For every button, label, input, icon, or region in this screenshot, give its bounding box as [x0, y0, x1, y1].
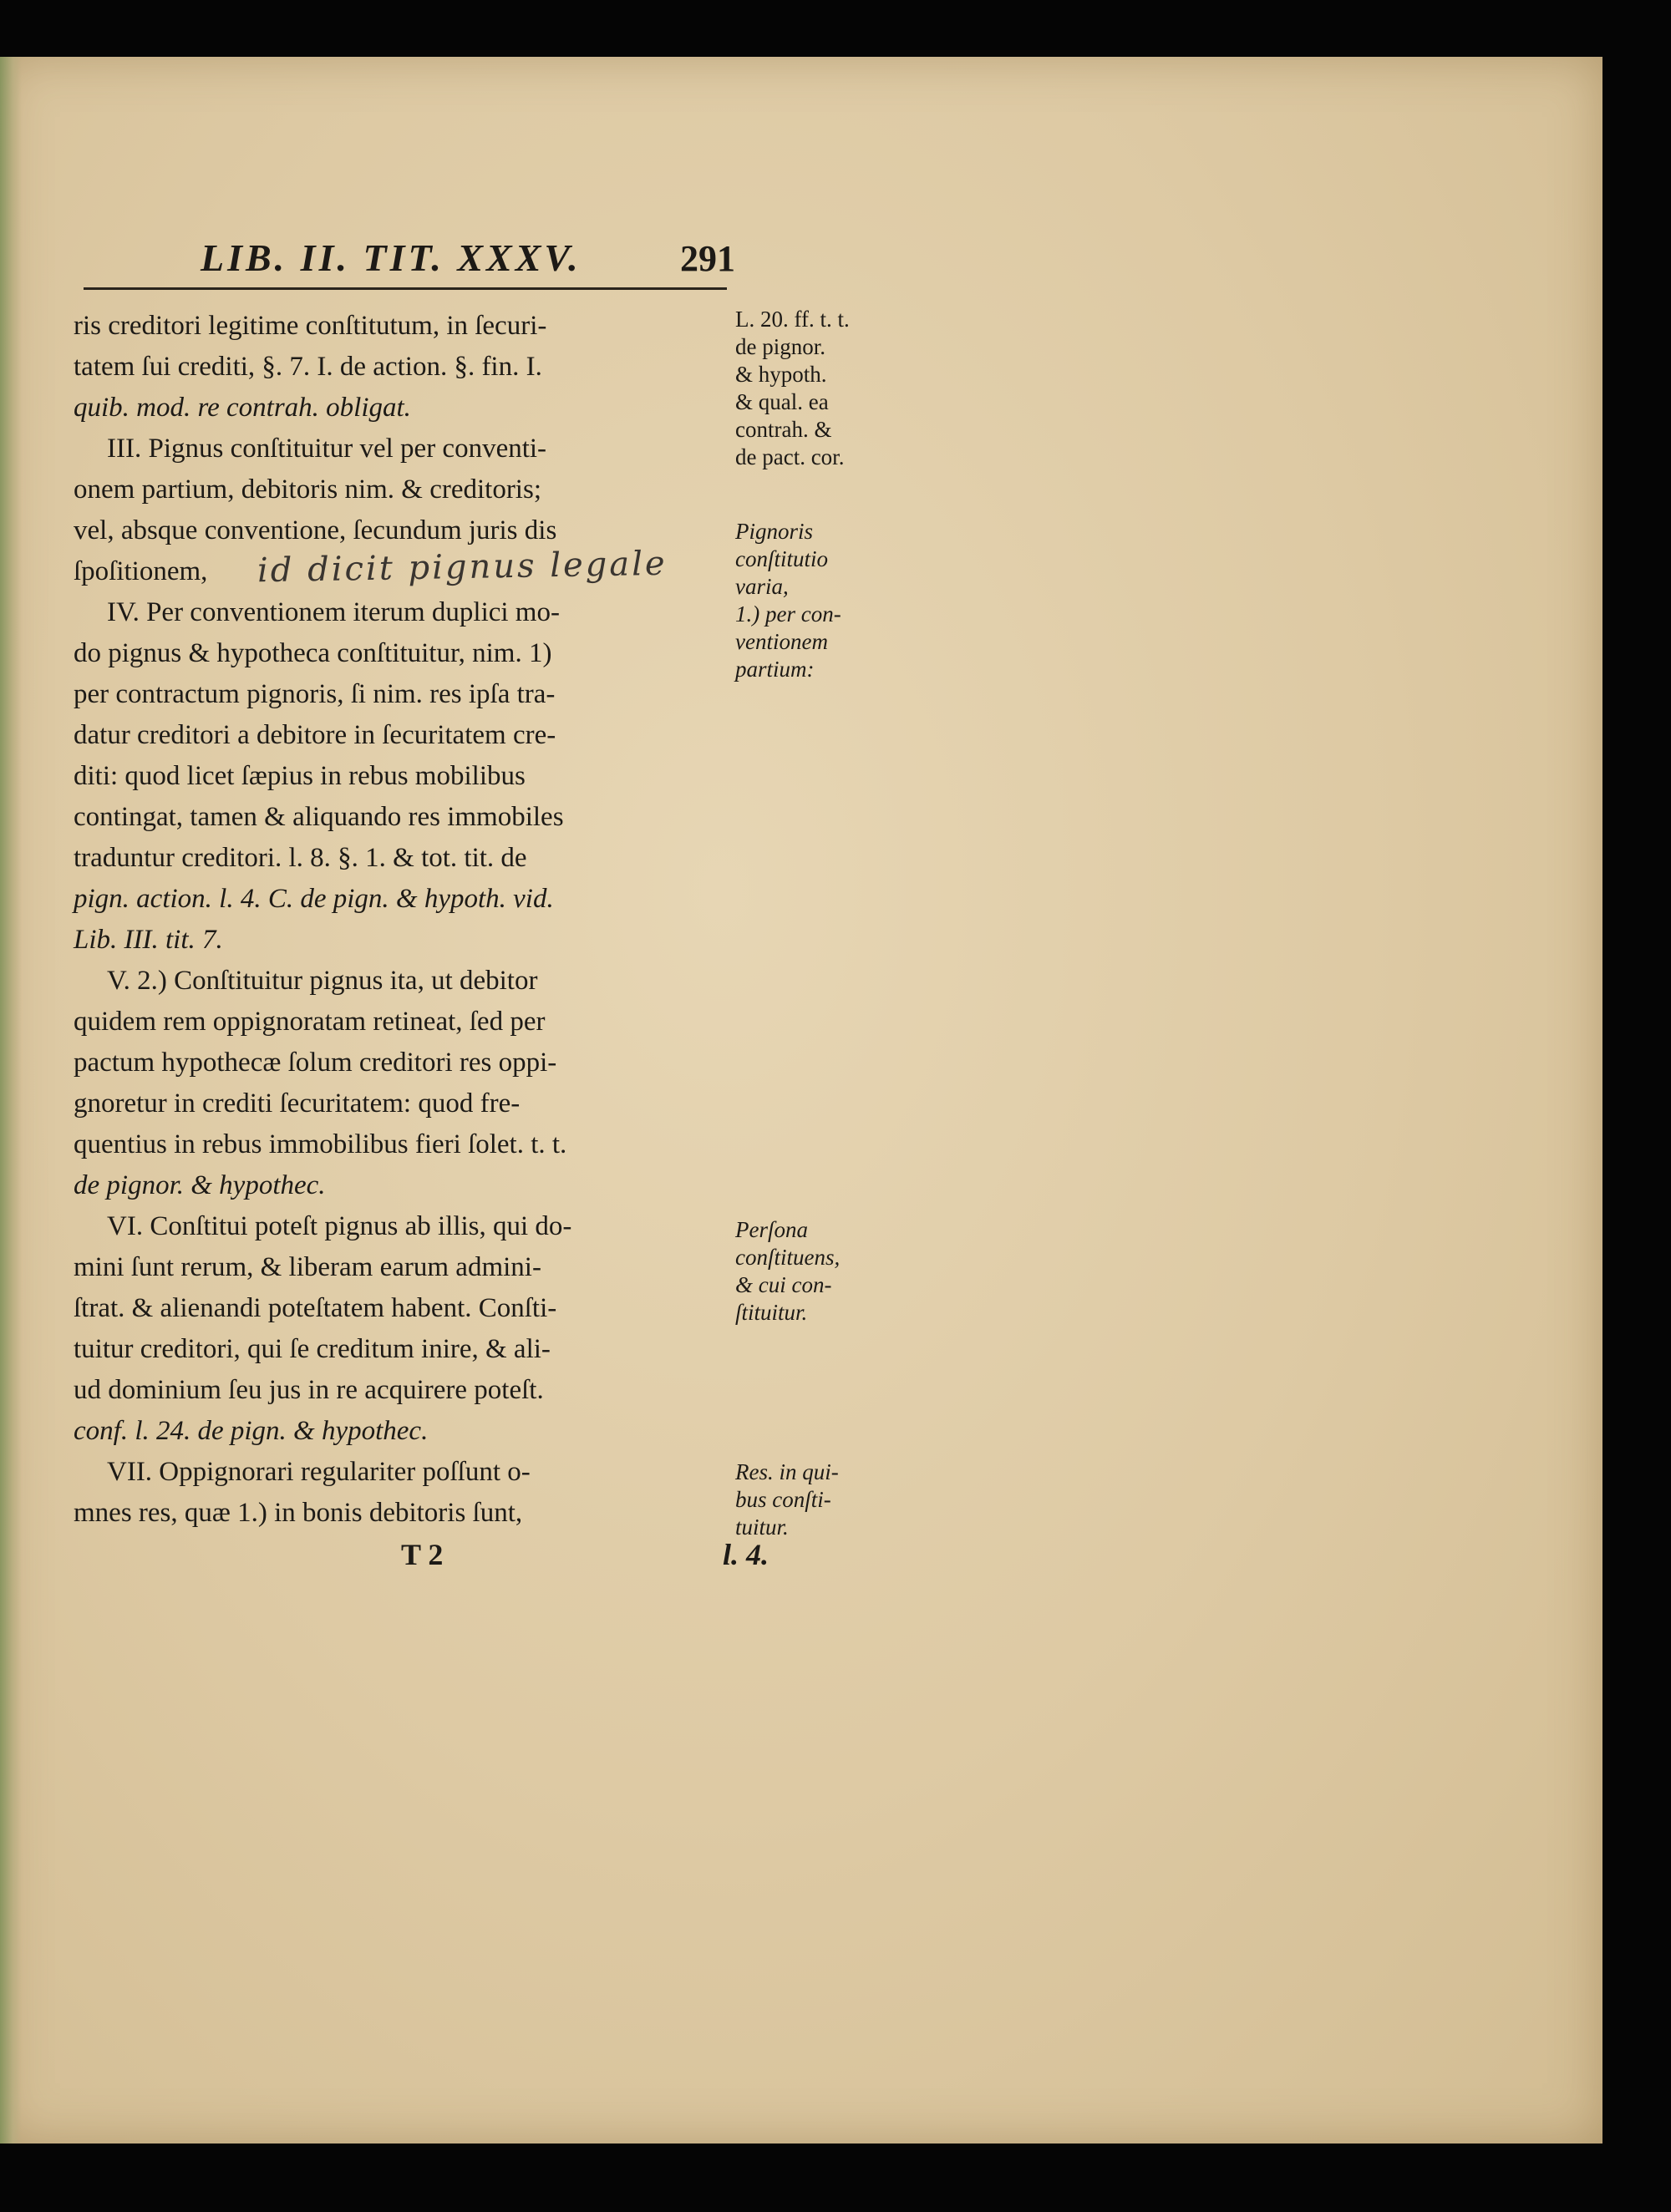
page-number: 291 [680, 238, 735, 279]
margin-note-citation [735, 306, 927, 471]
paragraph-iii-start: III. Pignus conſtituitur vel per conventi- [107, 434, 547, 464]
body-line: vel, absque conventione, ſecundum juris dis [74, 515, 557, 545]
margin-note-line: & qual. ea [735, 389, 829, 414]
body-line: tuitur creditori, qui ſe creditum inire, & ali- [74, 1334, 551, 1364]
body-line: per contractum pignoris, ſi nim. res ipſa tra- [74, 679, 556, 709]
body-line: quib. mod. re contrah. obligat. [74, 393, 411, 423]
body-line: datur creditori a debitore in ſecuritatem cre- [74, 720, 556, 750]
page-left-edge [0, 57, 22, 2144]
margin-note-line: contrah. & [735, 417, 832, 442]
margin-note-line: tuitur. [735, 1514, 789, 1540]
margin-note-line: ſtituitur. [735, 1300, 808, 1325]
margin-note-line: de pact. cor. [735, 444, 845, 469]
margin-note-line: de pignor. [735, 334, 825, 359]
margin-note-line: Pignoris [735, 519, 814, 544]
body-line: onem partium, debitoris nim. & creditoris; [74, 474, 541, 505]
margin-note-line: partium: [735, 657, 815, 682]
body-line: pactum hypothecæ ſolum creditori res oppi- [74, 1048, 557, 1078]
handwritten-annotation: id dicit pignus legale [256, 544, 668, 591]
body-line: quidem rem oppignoratam retineat, ſed per [74, 1007, 546, 1037]
signature-mark: T 2 [401, 1538, 444, 1571]
paragraph-vii-start: VII. Oppignorari regulariter poſſunt o- [107, 1457, 531, 1487]
body-line: ſtrat. & alienandi poteſtatem habent. Conſti- [74, 1293, 557, 1323]
paragraph-v-start: V. 2.) Conſtituitur pignus ita, ut debitor [107, 966, 538, 996]
margin-note-res [735, 1459, 927, 1541]
body-line: Lib. III. tit. 7. [74, 925, 223, 955]
running-head-title: LIB. II. TIT. XXXV. [201, 236, 582, 279]
margin-note-persona [735, 1216, 927, 1327]
body-line: mini ſunt rerum, & liberam earum admini- [74, 1252, 541, 1282]
margin-note-line: 1.) per con- [735, 601, 841, 627]
margin-note-line: ventionem [735, 629, 828, 654]
margin-note-line: L. 20. ff. t. t. [735, 307, 850, 332]
paragraph-vi-start: VI. Conſtitui poteſt pignus ab illis, qui do- [107, 1211, 572, 1241]
body-line: mnes res, quæ 1.) in bonis debitoris ſunt, [74, 1498, 523, 1528]
body-line: gnoretur in crediti ſecuritatem: quod fre- [74, 1088, 521, 1119]
margin-note-line: & cui con- [735, 1272, 832, 1297]
running-head [201, 236, 735, 286]
body-text [74, 306, 742, 1534]
catchword: l. 4. [722, 1538, 769, 1571]
margin-note-line: Perſona [735, 1217, 808, 1242]
body-line: do pignus & hypotheca conſtituitur, nim. 1) [74, 638, 552, 668]
paragraph-iv-start: IV. Per conventionem iterum duplici mo- [107, 597, 560, 627]
margin-note-line: conſtitutio [735, 546, 828, 571]
body-line: ris creditori legitime conſtitutum, in ſecuri- [74, 311, 547, 341]
body-line: pign. action. l. 4. C. de pign. & hypoth. vid. [74, 884, 554, 914]
margin-note-pignoris [735, 518, 927, 683]
head-rule [84, 287, 727, 290]
body-line: contingat, tamen & aliquando res immobiles [74, 802, 564, 832]
body-line: conf. l. 24. de pign. & hypothec. [74, 1416, 429, 1446]
body-line: ſpoſitionem, [74, 556, 208, 586]
body-line: de pignor. & hypothec. [74, 1170, 326, 1200]
margin-note-line: Res. in qui- [735, 1459, 839, 1484]
margin-note-line: varia, [735, 574, 789, 599]
margin-note-line: & hypoth. [735, 362, 827, 387]
margin-note-line: conſtituens, [735, 1245, 841, 1270]
body-line: ud dominium ſeu jus in re acquirere poteſt. [74, 1375, 544, 1405]
body-line: quentius in rebus immobilibus fieri ſolet. t. t. [74, 1129, 567, 1159]
body-line: diti: quod licet ſæpius in rebus mobilibus [74, 761, 526, 791]
margin-note-line: bus conſti- [735, 1487, 831, 1512]
body-line: tatem ſui crediti, §. 7. I. de action. §. fin. I. [74, 352, 542, 382]
body-line: traduntur creditori. l. 8. §. 1. & tot. tit. de [74, 843, 527, 873]
